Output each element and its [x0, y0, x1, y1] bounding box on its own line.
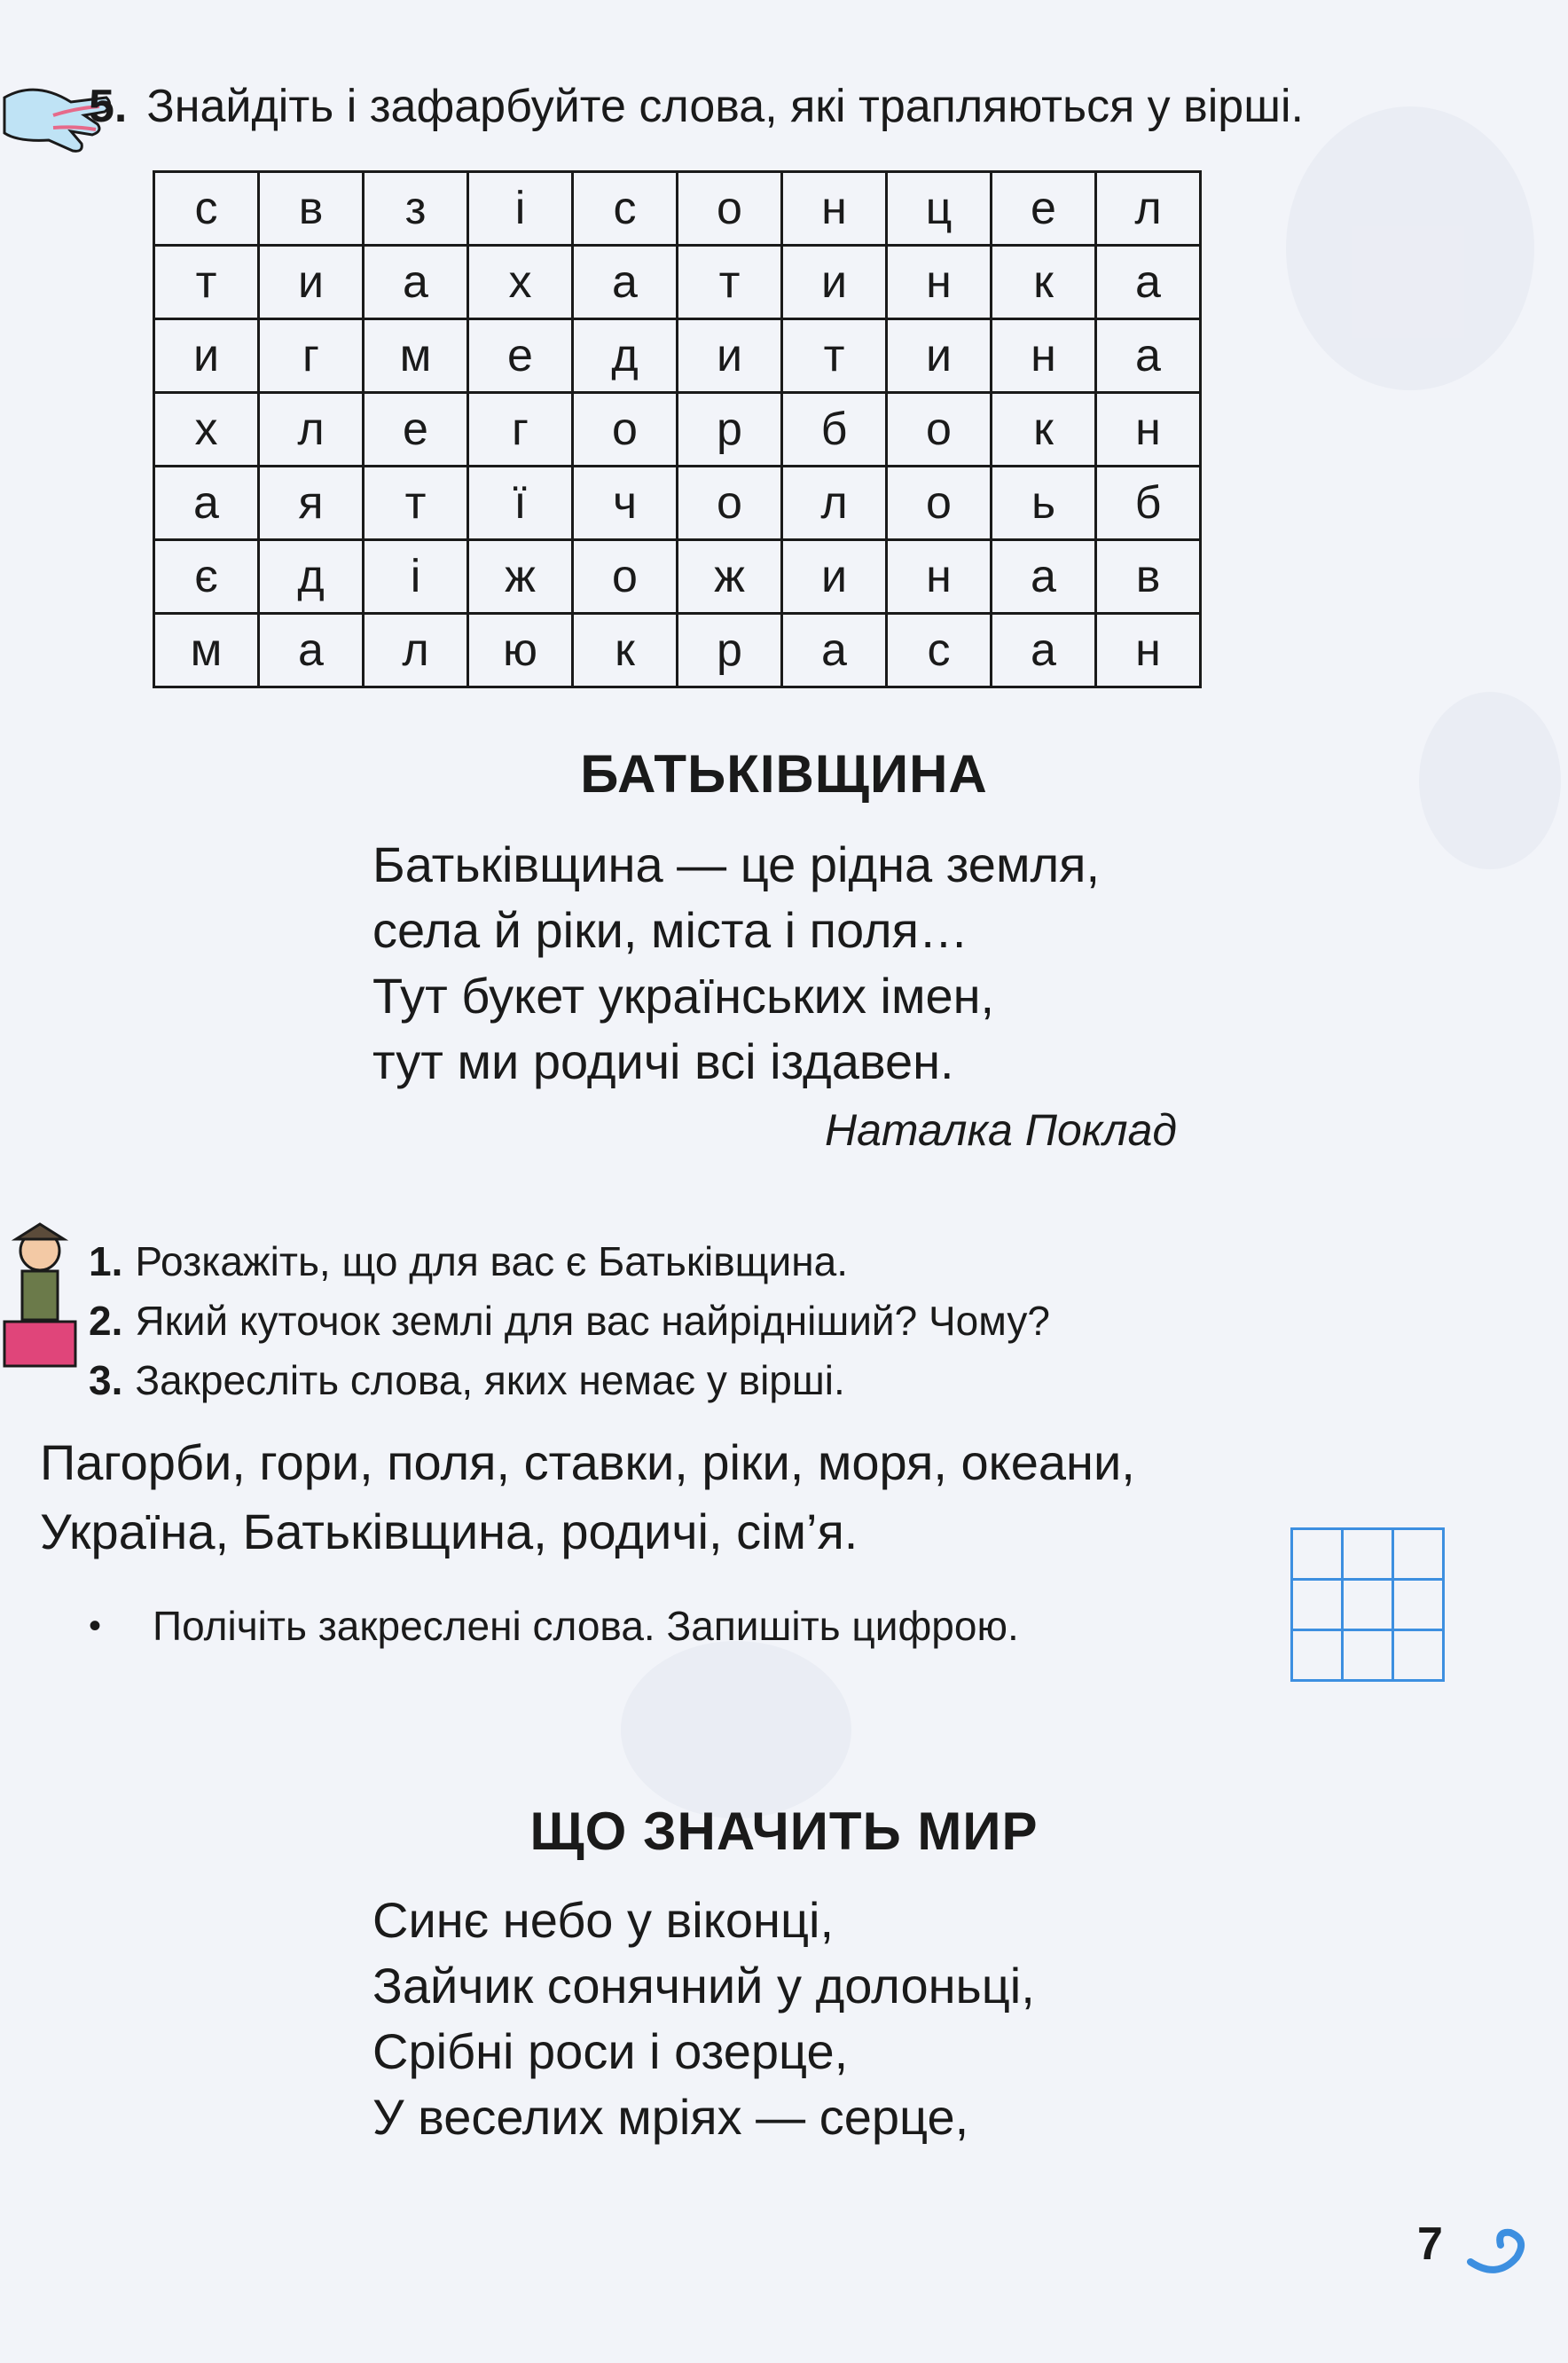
poem-line: Зайчик сонячний у долоньці,: [372, 1958, 1035, 2014]
grid-cell[interactable]: л: [1096, 172, 1201, 246]
poem-title-batkivshchyna: БАТЬКІВЩИНА: [580, 744, 988, 804]
grid-cell[interactable]: х: [468, 246, 573, 319]
answer-cell[interactable]: [1292, 1630, 1343, 1681]
grid-cell[interactable]: л: [259, 393, 364, 467]
question-1: [89, 1237, 848, 1285]
grid-cell[interactable]: ц: [887, 172, 992, 246]
answer-cell[interactable]: [1393, 1580, 1444, 1630]
question-text: Розкажіть, що для вас є Батьківщина.: [135, 1238, 848, 1284]
grid-cell[interactable]: я: [259, 467, 364, 540]
grid-row: [154, 393, 1201, 467]
answer-cell[interactable]: [1292, 1580, 1343, 1630]
grid-cell[interactable]: б: [782, 393, 887, 467]
question-text: Який куточок землі для вас найрідніший? Чому?: [135, 1298, 1050, 1344]
question-text: Закресліть слова, яких немає у вірші.: [135, 1357, 845, 1403]
question-number: 2.: [89, 1298, 123, 1344]
grid-cell[interactable]: є: [154, 540, 259, 614]
poem-line: Синє небо у віконці,: [372, 1892, 835, 1948]
grid-cell[interactable]: в: [1096, 540, 1201, 614]
grid-cell[interactable]: ю: [468, 614, 573, 687]
page-number: 7: [1417, 2218, 1443, 2270]
grid-cell[interactable]: ї: [468, 467, 573, 540]
grid-cell[interactable]: о: [573, 393, 678, 467]
answer-cell[interactable]: [1343, 1529, 1393, 1580]
grid-cell[interactable]: р: [678, 614, 782, 687]
grid-cell[interactable]: ж: [468, 540, 573, 614]
poem-batkivshchyna: [372, 832, 1100, 1095]
grid-cell[interactable]: с: [887, 614, 992, 687]
answer-cell[interactable]: [1343, 1630, 1393, 1681]
grid-cell[interactable]: д: [573, 319, 678, 393]
grid-cell[interactable]: н: [1096, 393, 1201, 467]
grid-cell[interactable]: о: [678, 172, 782, 246]
grid-cell[interactable]: ж: [678, 540, 782, 614]
grid-row: [154, 540, 1201, 614]
grid-cell[interactable]: н: [887, 246, 992, 319]
grid-row: [154, 614, 1201, 687]
grid-cell[interactable]: н: [992, 319, 1096, 393]
grid-cell[interactable]: м: [364, 319, 468, 393]
answer-cell[interactable]: [1343, 1580, 1393, 1630]
poem-title-shcho-znachyt-myr: ЩО ЗНАЧИТЬ МИР: [529, 1802, 1039, 1861]
grid-cell[interactable]: т: [154, 246, 259, 319]
grid-row: [154, 467, 1201, 540]
grid-cell[interactable]: д: [259, 540, 364, 614]
grid-cell[interactable]: и: [887, 319, 992, 393]
grid-cell[interactable]: а: [782, 614, 887, 687]
word-list-line: Україна, Батьківщина, родичі, сім’я.: [40, 1503, 858, 1559]
grid-row: [154, 172, 1201, 246]
grid-cell[interactable]: и: [782, 540, 887, 614]
question-number: 1.: [89, 1238, 123, 1284]
grid-cell[interactable]: и: [154, 319, 259, 393]
word-search-grid: [153, 170, 1202, 688]
task-number: 5.: [89, 81, 128, 132]
boy-with-book-icon: [0, 1220, 80, 1375]
poem-line: У веселих мріях — серце,: [372, 2089, 969, 2145]
question-2: [89, 1297, 1050, 1345]
grid-cell[interactable]: з: [364, 172, 468, 246]
grid-cell[interactable]: м: [154, 614, 259, 687]
grid-cell[interactable]: н: [782, 172, 887, 246]
grid-cell[interactable]: б: [1096, 467, 1201, 540]
grid-cell[interactable]: и: [782, 246, 887, 319]
word-list: [40, 1428, 1494, 1566]
answer-cells[interactable]: [1290, 1527, 1445, 1682]
grid-cell[interactable]: і: [364, 540, 468, 614]
grid-cell[interactable]: а: [573, 246, 678, 319]
question-number: 3.: [89, 1357, 123, 1403]
grid-cell[interactable]: в: [259, 172, 364, 246]
count-instruction: [89, 1597, 1242, 1655]
grid-cell[interactable]: л: [782, 467, 887, 540]
grid-cell[interactable]: т: [678, 246, 782, 319]
grid-cell[interactable]: а: [154, 467, 259, 540]
grid-cell[interactable]: г: [468, 393, 573, 467]
poem-line: села й ріки, міста і поля…: [372, 902, 968, 958]
bleed-through-shape: [621, 1641, 851, 1818]
grid-cell[interactable]: и: [678, 319, 782, 393]
grid-cell[interactable]: ь: [992, 467, 1096, 540]
grid-cell[interactable]: а: [364, 246, 468, 319]
grid-cell[interactable]: с: [154, 172, 259, 246]
grid-cell[interactable]: і: [468, 172, 573, 246]
grid-cell[interactable]: к: [992, 393, 1096, 467]
grid-cell[interactable]: а: [259, 614, 364, 687]
grid-cell[interactable]: х: [154, 393, 259, 467]
poem-line: Срібні роси і озерце,: [372, 2023, 849, 2079]
bleed-through-shape: [1286, 106, 1534, 390]
grid-row: [154, 319, 1201, 393]
task-text: Знайдіть і зафарбуйте слова, які трапляються у вірші.: [146, 81, 1304, 132]
grid-cell[interactable]: т: [364, 467, 468, 540]
grid-cell[interactable]: а: [992, 614, 1096, 687]
grid-cell[interactable]: к: [573, 614, 678, 687]
grid-cell[interactable]: а: [992, 540, 1096, 614]
grid-row: [154, 246, 1201, 319]
grid-cell[interactable]: о: [678, 467, 782, 540]
grid-cell[interactable]: е: [992, 172, 1096, 246]
poem-line: Тут букет українських імен,: [372, 968, 995, 1024]
answer-cell[interactable]: [1393, 1630, 1444, 1681]
poem-author: Наталка Поклад: [825, 1105, 1178, 1155]
grid-cell[interactable]: а: [1096, 319, 1201, 393]
grid-cell[interactable]: к: [992, 246, 1096, 319]
grid-cell[interactable]: е: [468, 319, 573, 393]
grid-cell[interactable]: с: [573, 172, 678, 246]
answer-cell[interactable]: [1292, 1529, 1343, 1580]
grid-cell[interactable]: и: [259, 246, 364, 319]
grid-cell[interactable]: т: [782, 319, 887, 393]
grid-cell[interactable]: л: [364, 614, 468, 687]
answer-cell[interactable]: [1393, 1529, 1444, 1580]
grid-cell[interactable]: н: [1096, 614, 1201, 687]
question-3: [89, 1356, 845, 1404]
poem-line: тут ми родичі всі іздавен.: [372, 1033, 954, 1089]
bullet-icon: •: [89, 1606, 102, 1645]
grid-cell[interactable]: а: [1096, 246, 1201, 319]
task-5-instruction: [89, 80, 1304, 133]
grid-cell[interactable]: о: [887, 393, 992, 467]
grid-cell[interactable]: е: [364, 393, 468, 467]
word-list-line: Пагорби, гори, поля, ставки, ріки, моря, океани,: [40, 1434, 1135, 1490]
grid-cell[interactable]: р: [678, 393, 782, 467]
poem-line: Батьківщина — це рідна земля,: [372, 836, 1101, 892]
grid-cell[interactable]: ч: [573, 467, 678, 540]
grid-cell[interactable]: о: [573, 540, 678, 614]
grid-cell[interactable]: о: [887, 467, 992, 540]
swirl-icon: [1462, 2213, 1533, 2284]
grid-cell[interactable]: н: [887, 540, 992, 614]
poem-shcho-znachyt-myr: [372, 1888, 1035, 2150]
count-instruction-text: Полічіть закреслені слова. Запишіть цифрою.: [153, 1603, 1019, 1649]
grid-cell[interactable]: г: [259, 319, 364, 393]
